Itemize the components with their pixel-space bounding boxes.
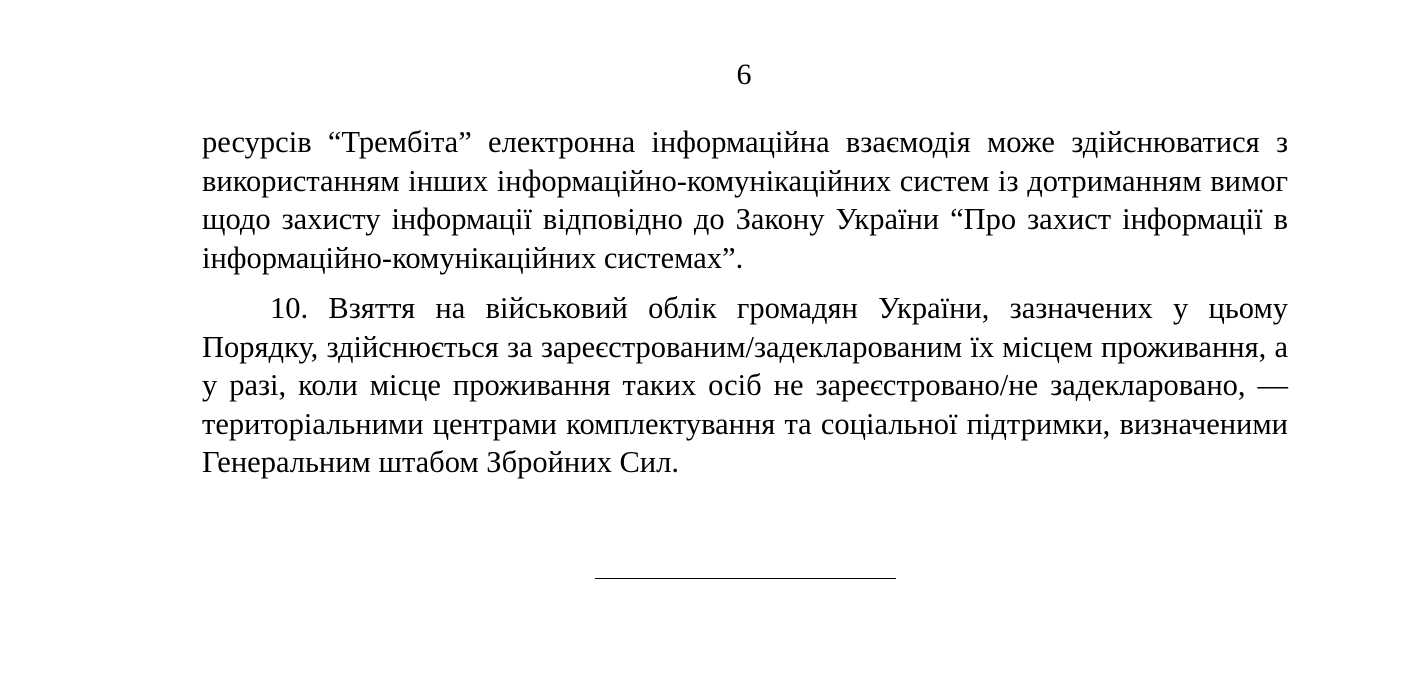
paragraph-item-10: 10. Взяття на військовий облік громадян України, зазначених у цьому Порядку, здійснюється за зареєстрованим/задекларованим їх місцем проживання, а у разі, коли місце проживання таких осіб не зареєстровано/не задекларовано, — територіальними центрами комплектування та соціальної підтримки, визначеними Генеральним штабом Збройних Сил. xyxy=(202,291,1288,479)
document-body xyxy=(202,123,1288,482)
closing-divider-line xyxy=(595,578,896,579)
page-number: 6 xyxy=(736,58,752,91)
paragraph-continuation: ресурсів “Трембіта” електронна інформаційна взаємодія може здійснюватися з використанням інших інформаційно-комунікаційних систем із дотриманням вимог щодо захисту інформації відповідно до Закону України “Про захист інформації в інформаційно-комунікаційних системах”. xyxy=(202,125,1288,275)
